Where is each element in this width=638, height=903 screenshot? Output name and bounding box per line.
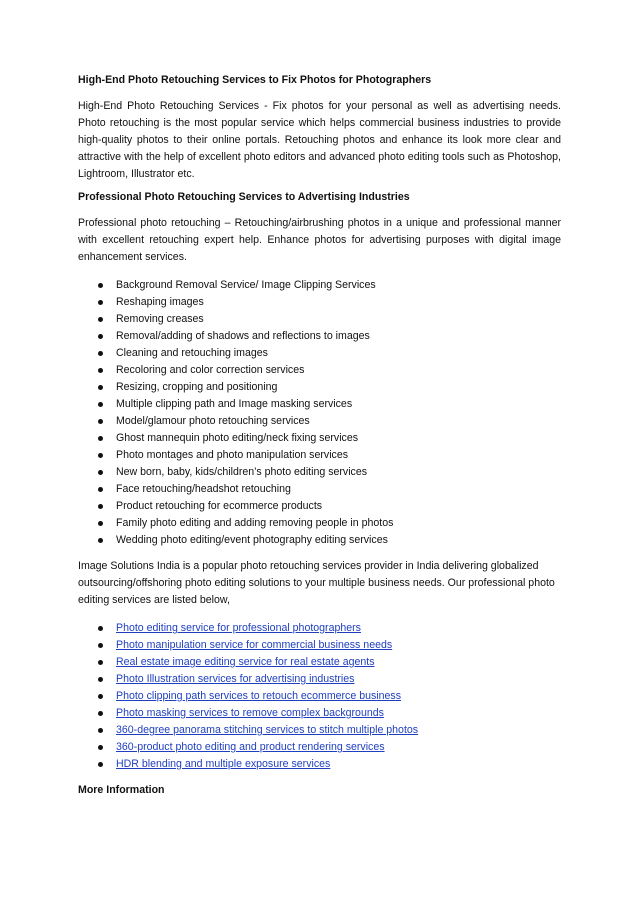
link-photo-manipulation[interactable]: Photo manipulation service for commercial business needs — [116, 639, 393, 651]
list-item: Background Removal Service/ Image Clipping Services — [78, 277, 561, 294]
list-item: Wedding photo editing/event photography editing services — [78, 532, 561, 549]
list-item: Multiple clipping path and Image masking services — [78, 396, 561, 413]
list-item: Ghost mannequin photo editing/neck fixing services — [78, 430, 561, 447]
list-item: Photo montages and photo manipulation services — [78, 447, 561, 464]
list-item: Reshaping images — [78, 294, 561, 311]
link-item — [78, 688, 561, 705]
list-item: Cleaning and retouching images — [78, 345, 561, 362]
more-information-heading: More Information — [78, 784, 165, 796]
intro-paragraph: High-End Photo Retouching Services - Fix photos for your personal as well as advertising needs. Photo retouching is the most popular service which helps commercial business industries to provide high-quality photos to their online portals. Retouching photos and enhance its look more clear and attractive with the help of excellent photo editors and advanced photo editing tools such as Photoshop, Lightroom, Illustrator etc. — [78, 100, 561, 180]
link-item — [78, 739, 561, 756]
advertising-paragraph: Professional photo retouching – Retouching/airbrushing photos in a unique and professional manner with excellent retouching expert help. Enhance photos for advertising purposes with digital image enhancement services. — [78, 217, 561, 263]
link-real-estate[interactable]: Real estate image editing service for real estate agents — [116, 656, 375, 668]
list-item: New born, baby, kids/children’s photo editing services — [78, 464, 561, 481]
list-item: Model/glamour photo retouching services — [78, 413, 561, 430]
link-photo-editing[interactable]: Photo editing service for professional photographers — [116, 622, 361, 634]
link-item — [78, 722, 561, 739]
list-item: Resizing, cropping and positioning — [78, 379, 561, 396]
heading-photo-retouching: High-End Photo Retouching Services to Fix Photos for Photographers — [78, 74, 432, 86]
link-item — [78, 671, 561, 688]
link-panorama-stitching[interactable]: 360-degree panorama stitching services to stitch multiple photos — [116, 724, 419, 736]
link-clipping-path[interactable]: Photo clipping path services to retouch ecommerce business — [116, 690, 402, 702]
list-item: Removal/adding of shadows and reflections to images — [78, 328, 561, 345]
link-item — [78, 637, 561, 654]
services-links-list — [78, 620, 561, 773]
heading-advertising-retouching: Professional Photo Retouching Services to Advertising Industries — [78, 191, 410, 203]
link-photo-illustration[interactable]: Photo Illustration services for advertising industries — [116, 673, 355, 685]
list-item: Recoloring and color correction services — [78, 362, 561, 379]
company-paragraph: Image Solutions India is a popular photo retouching services provider in India delivering globalized outsourcing/offshoring photo editing solutions to your multiple business needs. Our professional photo editing services are listed below, — [78, 560, 555, 606]
services-list — [78, 277, 561, 549]
link-item — [78, 756, 561, 773]
link-item — [78, 654, 561, 671]
list-item: Face retouching/headshot retouching — [78, 481, 561, 498]
list-item: Family photo editing and adding removing people in photos — [78, 515, 561, 532]
link-item — [78, 620, 561, 637]
link-hdr-blending[interactable]: HDR blending and multiple exposure services — [116, 758, 331, 770]
list-item: Removing creases — [78, 311, 561, 328]
link-photo-masking[interactable]: Photo masking services to remove complex backgrounds — [116, 707, 384, 719]
link-360-product[interactable]: 360-product photo editing and product rendering services — [116, 741, 385, 753]
list-item: Product retouching for ecommerce products — [78, 498, 561, 515]
document-page — [78, 72, 561, 808]
link-item — [78, 705, 561, 722]
